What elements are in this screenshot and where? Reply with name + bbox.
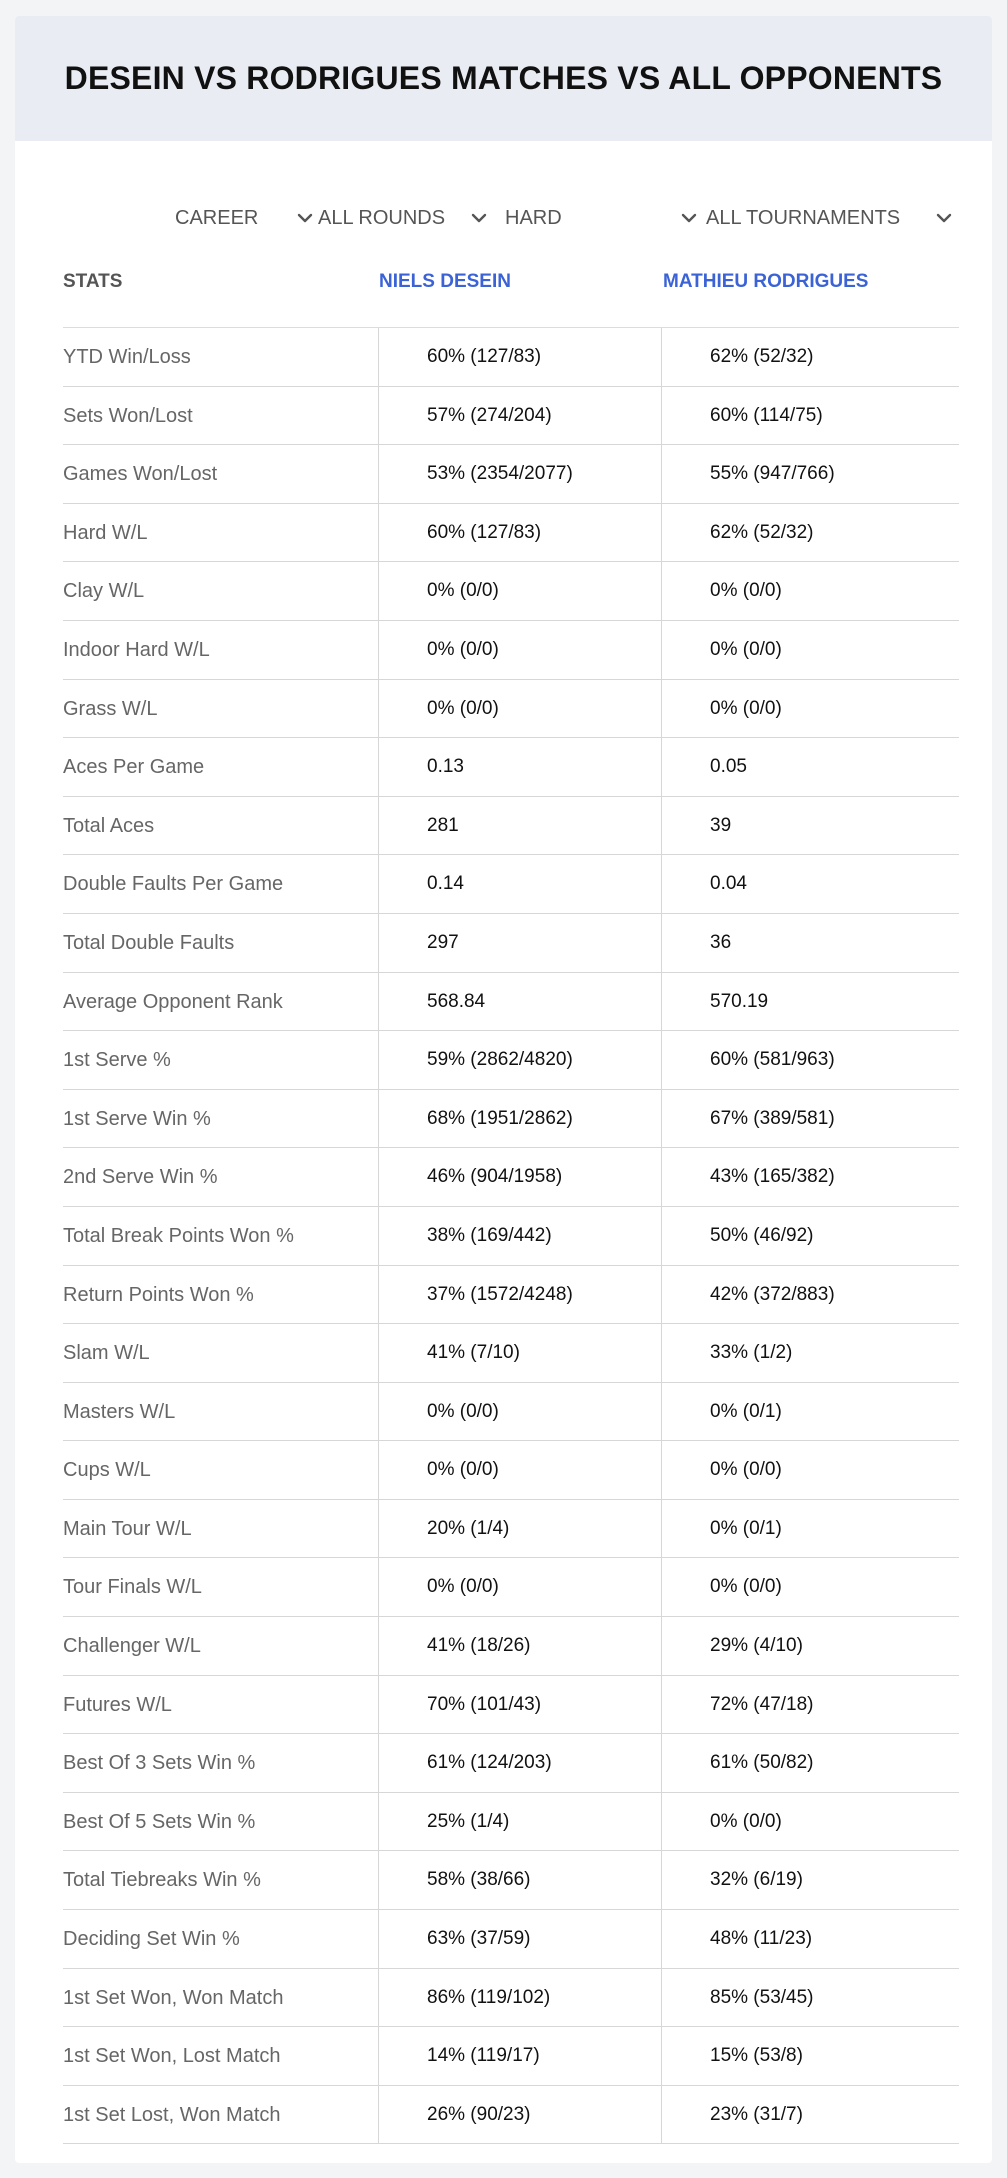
chevron-down-icon [932,206,956,230]
player1-stat-value: 0% (0/0) [427,697,499,719]
stat-label: Best Of 3 Sets Win % [63,1752,256,1775]
player2-stat-value: 15% (53/8) [710,2045,803,2067]
player1-stat-value: 70% (101/43) [427,1693,542,1715]
stat-label: Clay W/L [63,580,145,603]
player2-stat-value: 43% (165/382) [710,1166,835,1188]
stat-label: Tour Finals W/L [63,1576,202,1599]
table-row [63,562,959,621]
player1-stat-value: 57% (274/204) [427,404,552,426]
player1-stat-value: 58% (38/66) [427,1869,531,1891]
player2-stat-value: 60% (581/963) [710,1049,835,1071]
player2-stat-value: 0% (0/0) [710,1459,782,1481]
player1-stat-value: 86% (119/102) [427,1986,551,2008]
player1-stat-value: 61% (124/203) [427,1752,552,1774]
stat-label: 1st Set Won, Lost Match [63,2045,281,2068]
tournaments-select-value: ALL TOURNAMENTS [706,206,901,229]
player2-stat-value: 570.19 [710,990,769,1012]
player1-stat-value: 38% (169/442) [427,1224,552,1246]
player2-stat-value: 85% (53/45) [710,1986,814,2008]
table-row [63,445,959,504]
player2-stat-value: 0% (0/0) [710,580,782,602]
table-row [63,1676,959,1735]
player2-column-header[interactable]: MATHIEU RODRIGUES [663,271,869,292]
table-row [63,387,959,446]
stat-label: 1st Serve % [63,1049,171,1072]
player1-stat-value: 68% (1951/2862) [427,1107,573,1129]
table-row [63,738,959,797]
chevron-down-icon [677,206,701,230]
player1-stat-value: 60% (127/83) [427,346,542,367]
table-row [63,1090,959,1149]
player1-stat-value: 41% (18/26) [427,1635,531,1657]
stat-label: Best Of 5 Sets Win % [63,1810,256,1833]
player2-stat-value: 33% (1/2) [710,1342,793,1364]
player1-stat-value: 20% (1/4) [427,1517,510,1539]
surface-select-value: HARD [505,206,562,229]
stat-label: Main Tour W/L [63,1517,192,1540]
tournaments-select[interactable] [706,188,966,248]
player2-stat-value: 0% (0/0) [710,1810,782,1832]
table-row [63,1441,959,1500]
player1-stat-value: 0% (0/0) [427,1400,499,1422]
player2-stat-value: 0% (0/1) [710,1517,782,1539]
stat-label: Cups W/L [63,1459,151,1482]
table-row [63,1324,959,1383]
player2-stat-value: 55% (947/766) [710,463,835,485]
player1-stat-value: 281 [427,814,459,836]
table-row [63,2027,959,2086]
stat-label: 2nd Serve Win % [63,1166,218,1189]
stat-label: Deciding Set Win % [63,1928,240,1951]
player1-stat-value: 46% (904/1958) [427,1166,563,1188]
table-row [63,855,959,914]
player1-stat-value: 297 [427,931,459,953]
stat-label: 1st Set Lost, Won Match [63,2103,281,2126]
table-row [63,1617,959,1676]
table-row [63,797,959,856]
stat-label: YTD Win/Loss [63,346,191,368]
player1-stat-value: 37% (1572/4248) [427,1283,573,1305]
stats-card [15,16,992,2163]
rounds-select-value: ALL ROUNDS [318,206,446,229]
stat-label: Grass W/L [63,697,158,720]
table-row [63,1969,959,2028]
table-row [63,1383,959,1442]
player2-stat-value: 72% (47/18) [710,1693,814,1715]
table-row [63,1851,959,1910]
chevron-down-icon [293,206,317,230]
stats-column-header: STATS [63,271,123,292]
player2-stat-value: 48% (11/23) [710,1928,813,1950]
player1-stat-value: 568.84 [427,990,486,1012]
player2-stat-value: 60% (114/75) [710,404,823,426]
player1-stat-value: 0% (0/0) [427,638,499,660]
player2-stat-value: 0% (0/1) [710,1400,782,1422]
stat-label: Return Points Won % [63,1283,254,1306]
table-row [63,1148,959,1207]
player1-stat-value: 53% (2354/2077) [427,463,573,485]
table-header [63,254,959,328]
chevron-down-icon [467,206,491,230]
player1-stat-value: 14% (119/17) [427,2045,540,2067]
stat-label: Games Won/Lost [63,463,218,486]
player1-stat-value: 63% (37/59) [427,1928,531,1950]
table-row [63,680,959,739]
stat-label: Challenger W/L [63,1635,201,1658]
player2-stat-value: 0.04 [710,873,747,895]
table-row [63,914,959,973]
player2-stat-value: 0% (0/0) [710,697,782,719]
table-row [63,1500,959,1559]
stat-label: Futures W/L [63,1693,172,1716]
player2-stat-value: 36 [710,931,732,953]
player1-stat-value: 0% (0/0) [427,1459,499,1481]
stat-label: Indoor Hard W/L [63,638,210,661]
table-row [63,1031,959,1090]
table-row [63,2086,959,2145]
filter-bar [15,188,992,248]
player1-stat-value: 26% (90/23) [427,2103,531,2125]
stat-label: 1st Serve Win % [63,1107,211,1130]
stat-label: Total Double Faults [63,931,235,954]
table-row [63,1910,959,1969]
page-header [15,16,992,141]
stat-label: 1st Set Won, Won Match [63,1986,284,2009]
stat-label: Total Break Points Won % [63,1224,294,1247]
stat-label: Average Opponent Rank [63,990,283,1013]
period-select-value: CAREER [175,206,259,229]
table-row [63,1266,959,1325]
table-row [63,973,959,1032]
stat-label: Masters W/L [63,1400,176,1423]
player2-stat-value: 62% (52/32) [710,346,814,367]
table-row [63,1558,959,1617]
player2-stat-value: 62% (52/32) [710,521,814,543]
stat-label: Slam W/L [63,1342,150,1365]
player2-stat-value: 39 [710,814,732,836]
table-row [63,621,959,680]
player1-stat-value: 0% (0/0) [427,580,499,602]
stat-label: Double Faults Per Game [63,873,284,896]
stat-label: Hard W/L [63,521,148,544]
player2-stat-value: 67% (389/581) [710,1107,835,1129]
stat-label: Total Aces [63,814,155,837]
period-select[interactable] [175,188,315,248]
player1-stat-value: 59% (2862/4820) [427,1049,573,1071]
player2-stat-value: 42% (372/883) [710,1283,835,1305]
player2-stat-value: 23% (31/7) [710,2103,803,2125]
player2-stat-value: 0% (0/0) [710,1576,782,1598]
table-row [63,1734,959,1793]
player1-stat-value: 25% (1/4) [427,1810,510,1832]
player1-stat-value: 0.14 [427,873,464,895]
player2-stat-value: 32% (6/19) [710,1869,803,1891]
player2-stat-value: 61% (50/82) [710,1752,814,1774]
player2-stat-value: 50% (46/92) [710,1224,814,1246]
player1-stat-value: 0% (0/0) [427,1576,499,1598]
rounds-select[interactable] [318,188,503,248]
player1-column-header[interactable]: NIELS DESEIN [379,271,511,292]
table-row [63,1207,959,1266]
player2-stat-value: 0% (0/0) [710,638,782,660]
stat-label: Total Tiebreaks Win % [63,1869,261,1892]
player1-stat-value: 0.13 [427,756,464,778]
stats-table-body [63,328,959,2144]
surface-select[interactable] [505,188,705,248]
player2-stat-value: 0.05 [710,756,747,778]
player2-stat-value: 29% (4/10) [710,1635,803,1657]
stat-label: Aces Per Game [63,756,205,779]
page-title: DESEIN VS RODRIGUES MATCHES VS ALL OPPONENTS [64,60,943,96]
table-row [63,1793,959,1852]
table-row [63,328,959,387]
table-row [63,504,959,563]
player1-stat-value: 60% (127/83) [427,521,542,543]
player1-stat-value: 41% (7/10) [427,1342,520,1364]
stat-label: Sets Won/Lost [63,404,193,427]
